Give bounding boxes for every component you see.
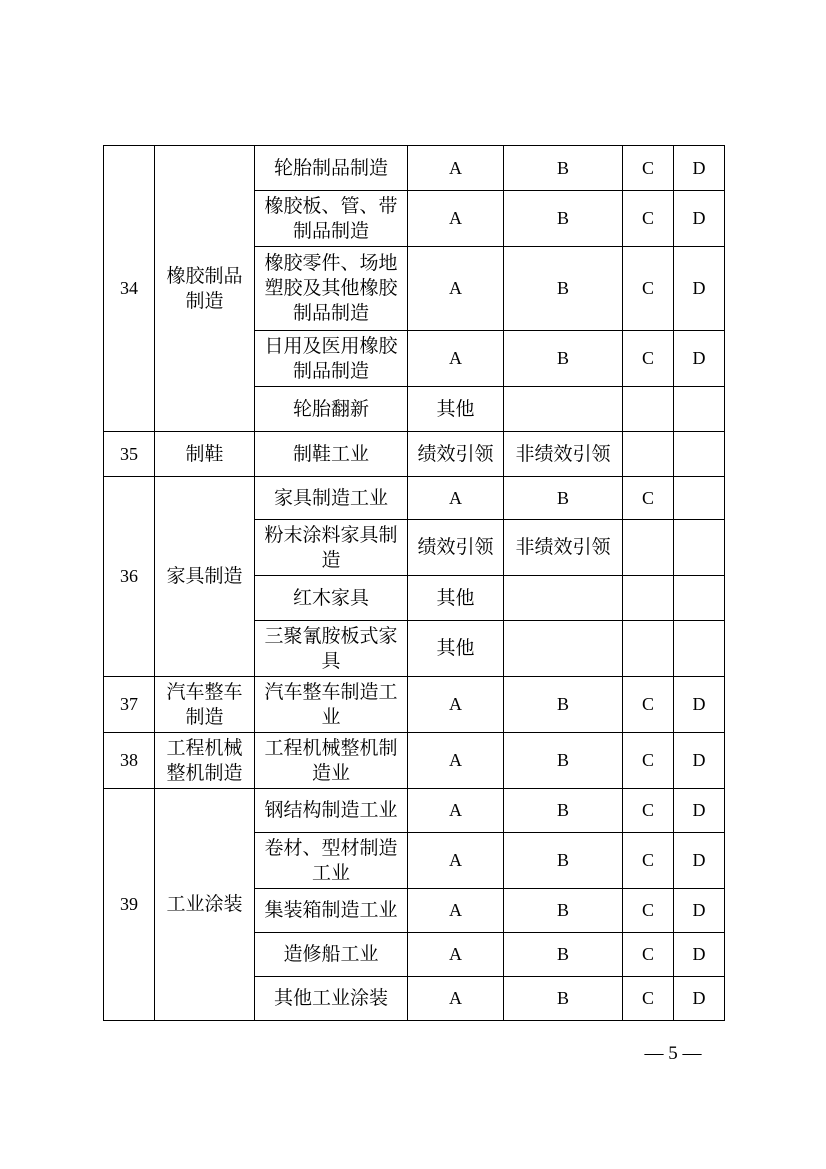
grade-cell bbox=[674, 432, 725, 477]
grade-cell: C bbox=[623, 933, 674, 977]
grade-cell: C bbox=[623, 977, 674, 1021]
grade-cell: 其他 bbox=[408, 576, 504, 621]
grade-cell: C bbox=[623, 146, 674, 191]
grade-cell bbox=[504, 621, 623, 677]
sub-industry: 家具制造工业 bbox=[255, 477, 408, 520]
grade-cell: D bbox=[674, 833, 725, 889]
grade-cell: C bbox=[623, 789, 674, 833]
grade-cell: 其他 bbox=[408, 621, 504, 677]
sub-industry: 三聚氰胺板式家具 bbox=[255, 621, 408, 677]
sub-industry: 工程机械整机制造业 bbox=[255, 733, 408, 789]
classification-table bbox=[103, 145, 725, 1021]
row-number: 38 bbox=[104, 733, 155, 789]
page-number: — 5 — bbox=[644, 1043, 702, 1064]
grade-cell: D bbox=[674, 789, 725, 833]
grade-cell: C bbox=[623, 191, 674, 247]
grade-cell: D bbox=[674, 733, 725, 789]
grade-cell: C bbox=[623, 733, 674, 789]
grade-cell: A bbox=[408, 933, 504, 977]
grade-cell: C bbox=[623, 833, 674, 889]
industry-category: 家具制造 bbox=[155, 477, 255, 677]
grade-cell: 绩效引领 bbox=[408, 432, 504, 477]
grade-cell bbox=[674, 576, 725, 621]
grade-cell bbox=[674, 477, 725, 520]
grade-cell: 非绩效引领 bbox=[504, 520, 623, 576]
grade-cell: A bbox=[408, 677, 504, 733]
table-row bbox=[104, 477, 725, 520]
grade-cell: B bbox=[504, 247, 623, 331]
grade-cell: B bbox=[504, 977, 623, 1021]
sub-industry: 粉末涂料家具制造 bbox=[255, 520, 408, 576]
grade-cell bbox=[623, 576, 674, 621]
grade-cell: B bbox=[504, 477, 623, 520]
grade-cell: B bbox=[504, 933, 623, 977]
grade-cell: D bbox=[674, 191, 725, 247]
grade-cell: D bbox=[674, 146, 725, 191]
grade-cell: A bbox=[408, 833, 504, 889]
grade-cell: A bbox=[408, 247, 504, 331]
grade-cell: A bbox=[408, 733, 504, 789]
industry-category: 汽车整车制造 bbox=[155, 677, 255, 733]
sub-industry: 轮胎制品制造 bbox=[255, 146, 408, 191]
grade-cell: B bbox=[504, 146, 623, 191]
grade-cell bbox=[674, 621, 725, 677]
grade-cell: C bbox=[623, 477, 674, 520]
grade-cell: A bbox=[408, 977, 504, 1021]
sub-industry: 集装箱制造工业 bbox=[255, 889, 408, 933]
table-row bbox=[104, 146, 725, 191]
grade-cell: D bbox=[674, 247, 725, 331]
row-number: 37 bbox=[104, 677, 155, 733]
grade-cell: C bbox=[623, 247, 674, 331]
grade-cell: A bbox=[408, 889, 504, 933]
sub-industry: 红木家具 bbox=[255, 576, 408, 621]
grade-cell bbox=[623, 387, 674, 432]
industry-category: 工程机械整机制造 bbox=[155, 733, 255, 789]
grade-cell: 其他 bbox=[408, 387, 504, 432]
grade-cell: A bbox=[408, 789, 504, 833]
sub-industry: 轮胎翻新 bbox=[255, 387, 408, 432]
grade-cell: A bbox=[408, 146, 504, 191]
industry-category: 橡胶制品制造 bbox=[155, 146, 255, 432]
grade-cell: B bbox=[504, 789, 623, 833]
grade-cell: D bbox=[674, 977, 725, 1021]
grade-cell: B bbox=[504, 733, 623, 789]
grade-cell: A bbox=[408, 191, 504, 247]
grade-cell: D bbox=[674, 677, 725, 733]
grade-cell: C bbox=[623, 889, 674, 933]
grade-cell bbox=[623, 432, 674, 477]
grade-cell: B bbox=[504, 889, 623, 933]
sub-industry: 橡胶板、管、带制品制造 bbox=[255, 191, 408, 247]
grade-cell bbox=[623, 621, 674, 677]
row-number: 36 bbox=[104, 477, 155, 677]
grade-cell: 绩效引领 bbox=[408, 520, 504, 576]
grade-cell: B bbox=[504, 331, 623, 387]
sub-industry: 日用及医用橡胶制品制造 bbox=[255, 331, 408, 387]
grade-cell bbox=[623, 520, 674, 576]
grade-cell: C bbox=[623, 677, 674, 733]
sub-industry: 橡胶零件、场地塑胶及其他橡胶制品制造 bbox=[255, 247, 408, 331]
grade-cell: D bbox=[674, 933, 725, 977]
table-row bbox=[104, 789, 725, 833]
grade-cell: B bbox=[504, 677, 623, 733]
row-number: 39 bbox=[104, 789, 155, 1021]
grade-cell: D bbox=[674, 331, 725, 387]
sub-industry: 卷材、型材制造工业 bbox=[255, 833, 408, 889]
grade-cell: B bbox=[504, 833, 623, 889]
grade-cell bbox=[504, 576, 623, 621]
grade-cell bbox=[674, 520, 725, 576]
industry-category: 制鞋 bbox=[155, 432, 255, 477]
sub-industry: 制鞋工业 bbox=[255, 432, 408, 477]
industry-category: 工业涂装 bbox=[155, 789, 255, 1021]
grade-cell bbox=[504, 387, 623, 432]
sub-industry: 造修船工业 bbox=[255, 933, 408, 977]
grade-cell bbox=[674, 387, 725, 432]
grade-cell: C bbox=[623, 331, 674, 387]
row-number: 35 bbox=[104, 432, 155, 477]
grade-cell: D bbox=[674, 889, 725, 933]
table-row bbox=[104, 432, 725, 477]
grade-cell: A bbox=[408, 331, 504, 387]
table-row bbox=[104, 733, 725, 789]
sub-industry: 汽车整车制造工业 bbox=[255, 677, 408, 733]
grade-cell: 非绩效引领 bbox=[504, 432, 623, 477]
table-row bbox=[104, 677, 725, 733]
sub-industry: 钢结构制造工业 bbox=[255, 789, 408, 833]
row-number: 34 bbox=[104, 146, 155, 432]
grade-cell: A bbox=[408, 477, 504, 520]
grade-cell: B bbox=[504, 191, 623, 247]
sub-industry: 其他工业涂装 bbox=[255, 977, 408, 1021]
